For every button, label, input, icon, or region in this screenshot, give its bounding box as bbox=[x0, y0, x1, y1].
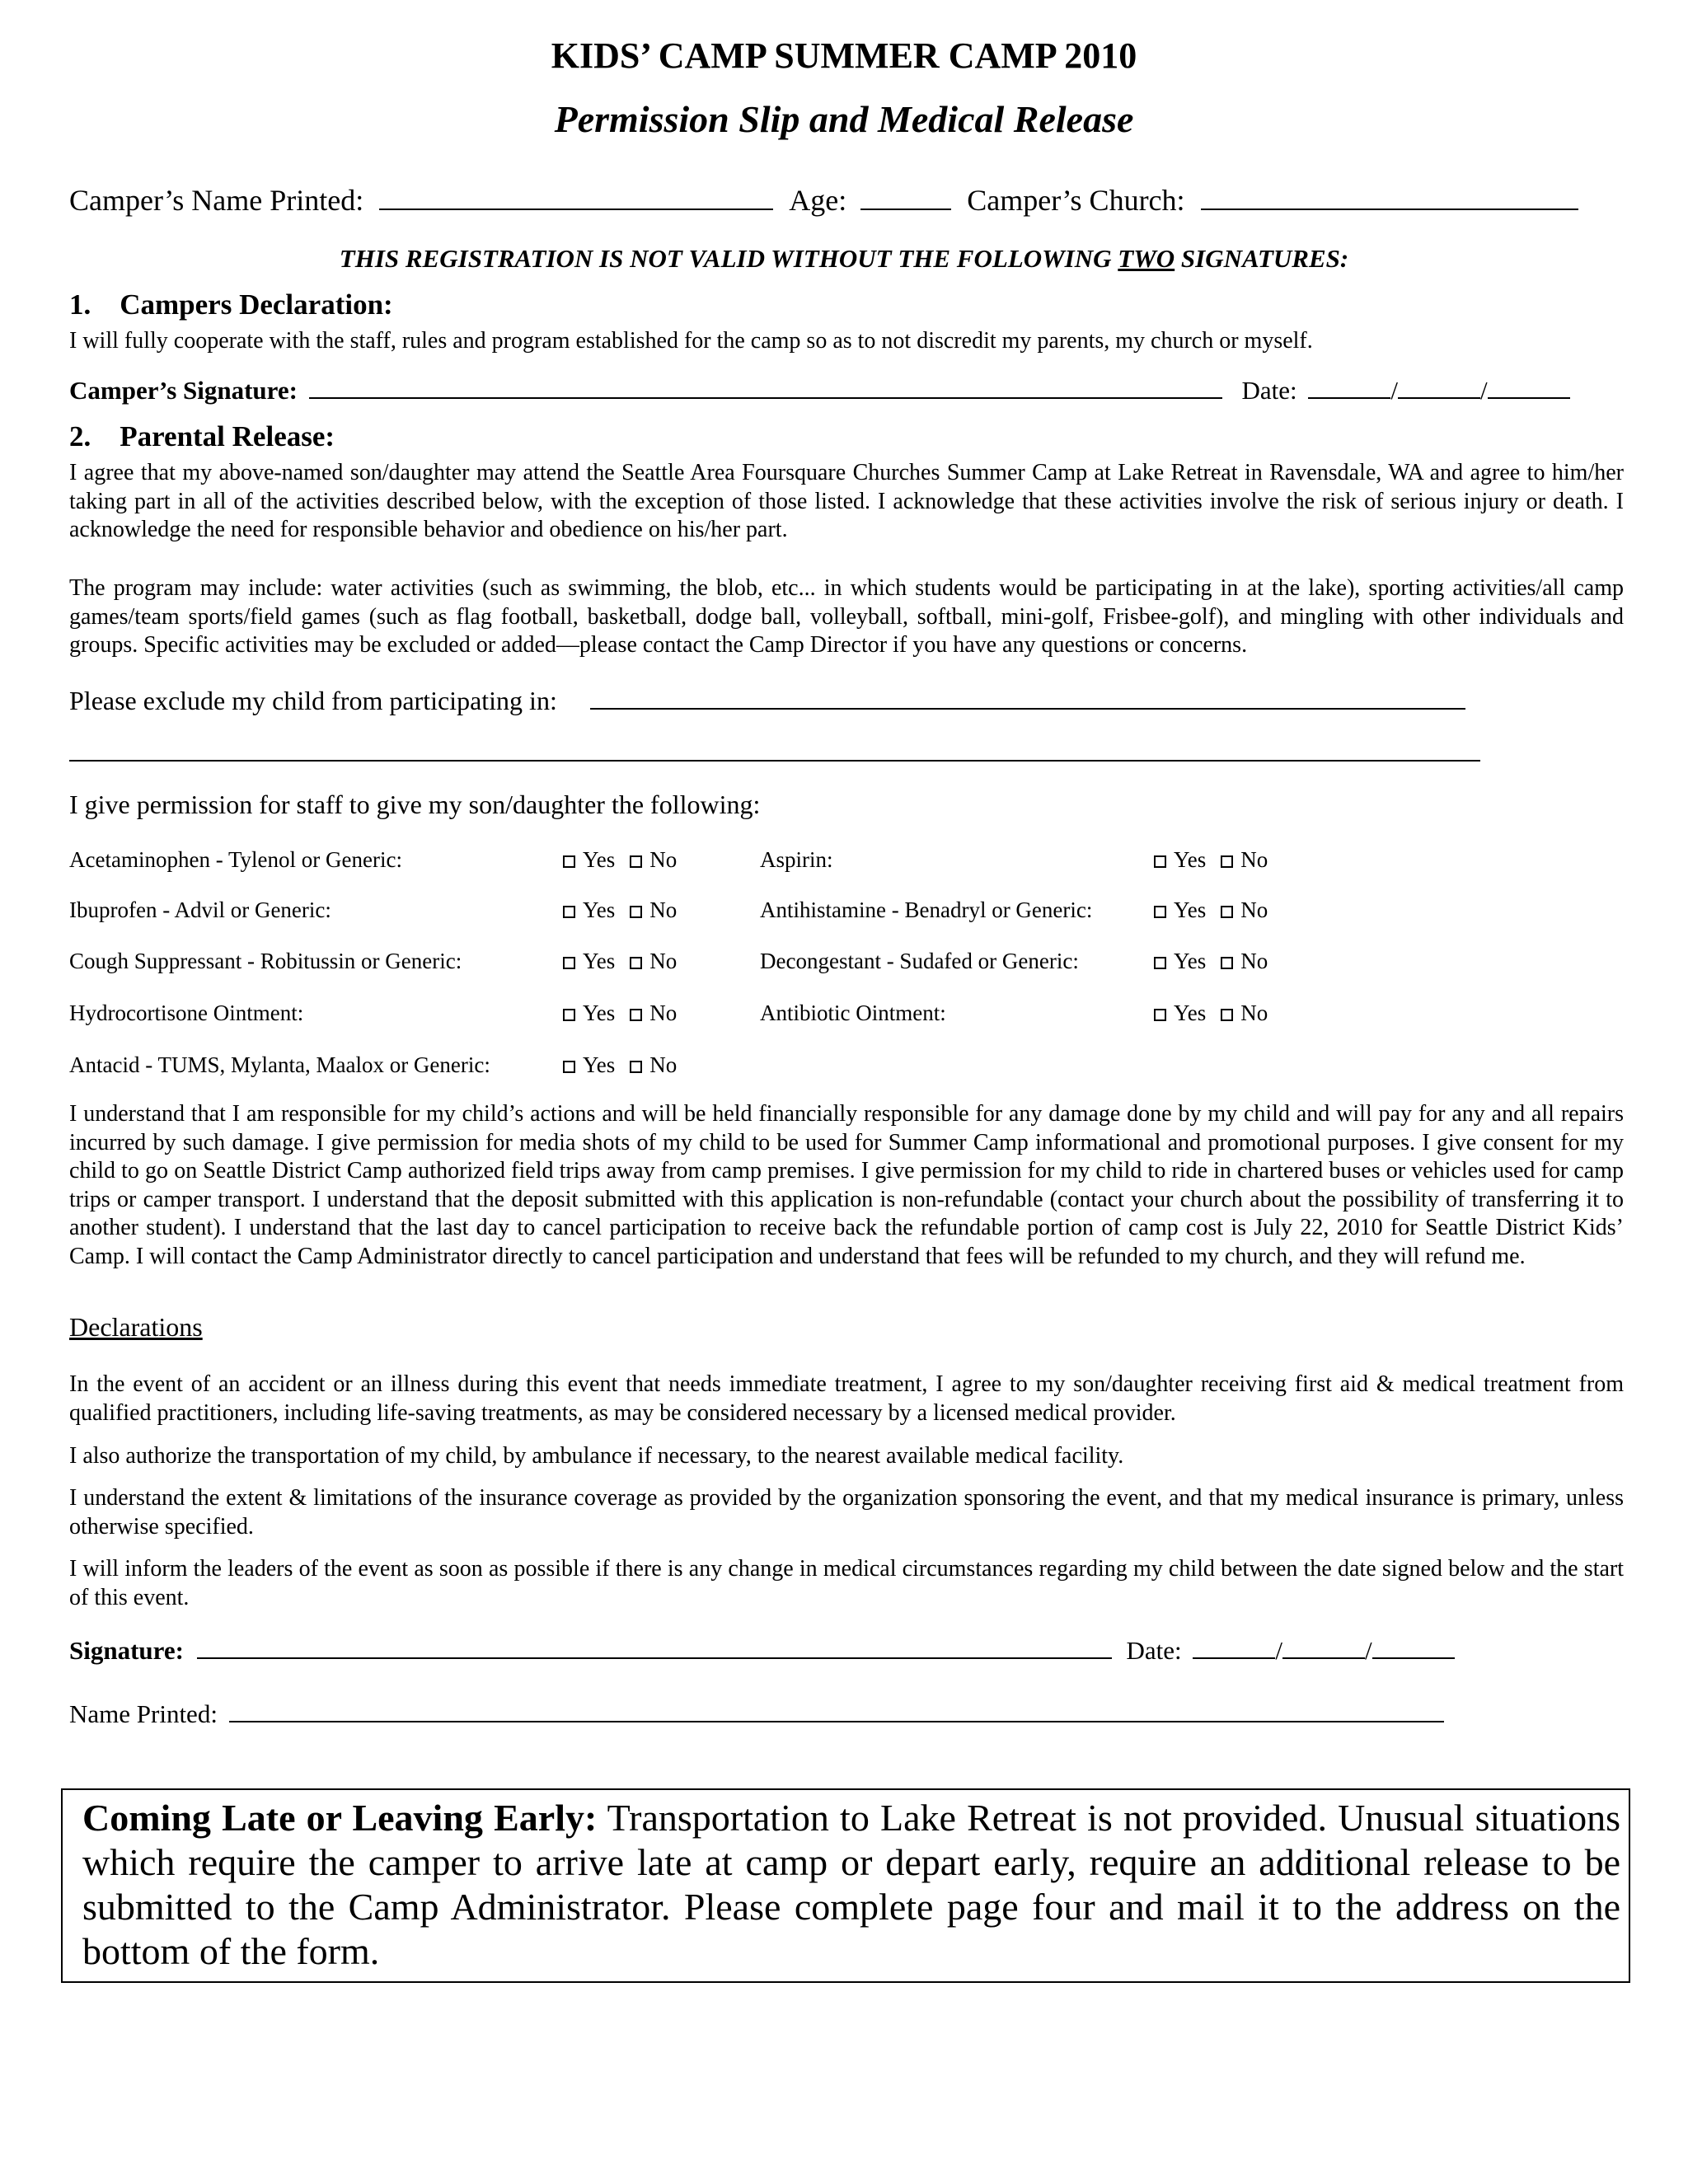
checkbox-antibiotic-ointment-no[interactable] bbox=[1221, 1009, 1233, 1021]
camper-info-row bbox=[69, 183, 1578, 218]
parental-release-heading: 2. Parental Release: bbox=[69, 420, 335, 452]
camper-church-label: Camper’s Church: bbox=[967, 184, 1185, 217]
checkbox-antacid-yes[interactable] bbox=[563, 1061, 575, 1073]
parent-date-day[interactable] bbox=[1282, 1657, 1365, 1659]
med-label-antihistamine: Antihistamine - Benadryl or Generic: bbox=[760, 898, 1093, 922]
med-options-hydrocortisone: Yes No bbox=[563, 1001, 677, 1026]
form-subtitle: Permission Slip and Medical Release bbox=[554, 98, 1134, 140]
late-early-heading: Coming Late or Leaving Early: bbox=[82, 1797, 598, 1839]
med-label-antacid: Antacid - TUMS, Mylanta, Maalox or Generic: bbox=[69, 1052, 490, 1077]
camper-signature-row: Camper’s Signature: Date: / / bbox=[69, 376, 1570, 405]
checkbox-antibiotic-ointment-yes[interactable] bbox=[1154, 1009, 1166, 1021]
checkbox-hydrocortisone-yes[interactable] bbox=[563, 1009, 575, 1021]
checkbox-antacid-no[interactable] bbox=[630, 1061, 642, 1073]
checkbox-ibuprofen-yes[interactable] bbox=[563, 906, 575, 918]
med-options-ibuprofen: Yes No bbox=[563, 898, 677, 923]
parent-date-label: Date: bbox=[1126, 1636, 1182, 1665]
med-label-antibiotic-ointment: Antibiotic Ointment: bbox=[760, 1001, 946, 1025]
checkbox-aspirin-yes[interactable] bbox=[1154, 855, 1166, 868]
campers-declaration-text: I will fully cooperate with the staff, rules and program established for the camp so as to not discredit my parents, my church or myself. bbox=[69, 328, 1313, 354]
med-options-cough-suppressant: Yes No bbox=[563, 949, 677, 974]
med-label-aspirin: Aspirin: bbox=[760, 847, 833, 872]
parent-signature-label: Signature: bbox=[69, 1636, 184, 1665]
med-options-decongestant: Yes No bbox=[1154, 949, 1268, 974]
parent-signature-field[interactable] bbox=[197, 1657, 1112, 1659]
med-label-cough-suppressant: Cough Suppressant - Robitussin or Generic: bbox=[69, 949, 462, 973]
signature-notice bbox=[0, 244, 1688, 274]
parent-date-month[interactable] bbox=[1193, 1657, 1275, 1659]
camper-name-label: Camper’s Name Printed: bbox=[69, 184, 364, 217]
exclude-label: Please exclude my child from participating in: bbox=[69, 686, 557, 715]
notice-emphasis: TWO bbox=[1118, 244, 1175, 273]
age-field[interactable] bbox=[860, 208, 951, 210]
form-title: KIDS’ CAMP SUMMER CAMP 2010 bbox=[551, 35, 1137, 76]
campers-declaration-heading: 1. Campers Declaration: bbox=[69, 288, 393, 321]
checkbox-antihistamine-yes[interactable] bbox=[1154, 906, 1166, 918]
camper-date-year[interactable] bbox=[1488, 396, 1570, 399]
med-options-aspirin: Yes No bbox=[1154, 847, 1268, 873]
declarations-heading: Declarations bbox=[69, 1312, 203, 1342]
exclude-field-line-2[interactable] bbox=[69, 760, 1480, 762]
med-label-acetaminophen: Acetaminophen - Tylenol or Generic: bbox=[69, 847, 402, 872]
checkbox-acetaminophen-yes[interactable] bbox=[563, 855, 575, 868]
declaration-medical-changes: I will inform the leaders of the event as soon as possible if there is any change in medical circumstances regarding my child between the date signed below and the start of this event. bbox=[69, 1556, 1624, 1610]
checkbox-cough-suppressant-no[interactable] bbox=[630, 957, 642, 969]
checkbox-decongestant-yes[interactable] bbox=[1154, 957, 1166, 969]
camper-date-day[interactable] bbox=[1398, 396, 1480, 399]
checkbox-decongestant-no[interactable] bbox=[1221, 957, 1233, 969]
camper-signature-field[interactable] bbox=[309, 396, 1222, 399]
med-label-hydrocortisone: Hydrocortisone Ointment: bbox=[69, 1001, 304, 1025]
checkbox-antihistamine-no[interactable] bbox=[1221, 906, 1233, 918]
camper-church-field[interactable] bbox=[1201, 208, 1578, 210]
parent-date-year[interactable] bbox=[1372, 1657, 1455, 1659]
declaration-medical-treatment: In the event of an accident or an illness during this event that needs immediate treatment, I agree to my son/daughter receiving first aid & medical treatment from qualified practitioners, including life-saving treatments, as may be considered necessary by a licensed medical provider. bbox=[69, 1371, 1624, 1426]
exclude-row bbox=[69, 686, 1465, 716]
declaration-insurance: I understand the extent & limitations of the insurance coverage as provided by the organization sponsoring the event, and that my medical insurance is primary, unless otherwise specified. bbox=[69, 1485, 1624, 1540]
late-early-text bbox=[82, 1796, 1620, 1974]
notice-text-after: SIGNATURES: bbox=[1175, 244, 1349, 273]
parent-name-row bbox=[69, 1699, 1444, 1729]
checkbox-acetaminophen-no[interactable] bbox=[630, 855, 642, 868]
declaration-transportation: I also authorize the transportation of my child, by ambulance if necessary, to the nearest available medical facility. bbox=[69, 1443, 1124, 1469]
camper-date-label: Date: bbox=[1241, 376, 1297, 405]
parent-name-field[interactable] bbox=[229, 1720, 1444, 1722]
camper-signature-label: Camper’s Signature: bbox=[69, 376, 298, 405]
notice-text-before: THIS REGISTRATION IS NOT VALID WITHOUT THE FOLLOWING bbox=[339, 244, 1118, 273]
med-label-decongestant: Decongestant - Sudafed or Generic: bbox=[760, 949, 1079, 973]
med-options-antacid: Yes No bbox=[563, 1052, 677, 1078]
camper-date-month[interactable] bbox=[1308, 396, 1390, 399]
camper-name-field[interactable] bbox=[379, 208, 773, 210]
exclude-field-line-1[interactable] bbox=[590, 707, 1465, 710]
parent-signature-row: Signature: Date: / / bbox=[69, 1636, 1455, 1666]
checkbox-aspirin-no[interactable] bbox=[1221, 855, 1233, 868]
parental-release-paragraph: I agree that my above-named son/daughter may attend the Seattle Area Foursquare Churches Summer Camp at Lake Retreat in Ravensdale, WA and agree to him/her taking part in all of the activities described below, with the exception of those listed. I acknowledge that these activities involve the risk of serious injury or death. I acknowledge the need for responsible behavior and obedience on his/her part. bbox=[69, 460, 1624, 542]
med-options-acetaminophen: Yes No bbox=[563, 847, 677, 873]
med-label-ibuprofen: Ibuprofen - Advil or Generic: bbox=[69, 898, 331, 922]
parent-name-label: Name Printed: bbox=[69, 1699, 218, 1728]
program-paragraph: The program may include: water activities (such as swimming, the blob, etc... in which students would be participating in at the lake), sporting activities/all camp games/team sports/field games (such as flag football, basketball, dodge ball, volleyball, softball, mini-golf, Frisbee-golf), and mingling with other individuals and groups. Specific activities may be excluded or added—please contact the Camp Director if you have any questions or concerns. bbox=[69, 575, 1624, 658]
checkbox-hydrocortisone-no[interactable] bbox=[630, 1009, 642, 1021]
med-options-antibiotic-ointment: Yes No bbox=[1154, 1001, 1268, 1026]
med-options-antihistamine: Yes No bbox=[1154, 898, 1268, 923]
checkbox-cough-suppressant-yes[interactable] bbox=[563, 957, 575, 969]
medication-permission-label: I give permission for staff to give my son/daughter the following: bbox=[69, 790, 761, 819]
responsibility-paragraph: I understand that I am responsible for my child’s actions and will be held financially responsible for any damage done by my child and will pay for any and all repairs incurred by such damage. I give permission for media shots of my child to be used for Summer Camp informational and promotional purposes. I give consent for my child to go on Seattle District Camp authorized field trips away from camp premises. I give permission for my child to ride in chartered buses or vehicles used for camp trips or camper transport. I understand that the deposit submitted with this application is non-refundable (contact your church about the possibility of transferring it to another student). I understand that the last day to cancel participation to receive back the refundable portion of camp cost is July 22, 2010 for Seattle District Kids’ Camp. I will contact the Camp Administrator directly to cancel participation and understand that fees will be refunded to my church, and they will refund me. bbox=[69, 1101, 1624, 1269]
late-early-body: Transportation to Lake Retreat is not provided. Unusual situations which require the camper to arrive late at camp or depart early, require an additional release to be submitted to the Camp Administrator. Please complete page four and mail it to the address on the bottom of the form. bbox=[82, 1797, 1620, 1972]
age-label: Age: bbox=[789, 184, 847, 217]
checkbox-ibuprofen-no[interactable] bbox=[630, 906, 642, 918]
